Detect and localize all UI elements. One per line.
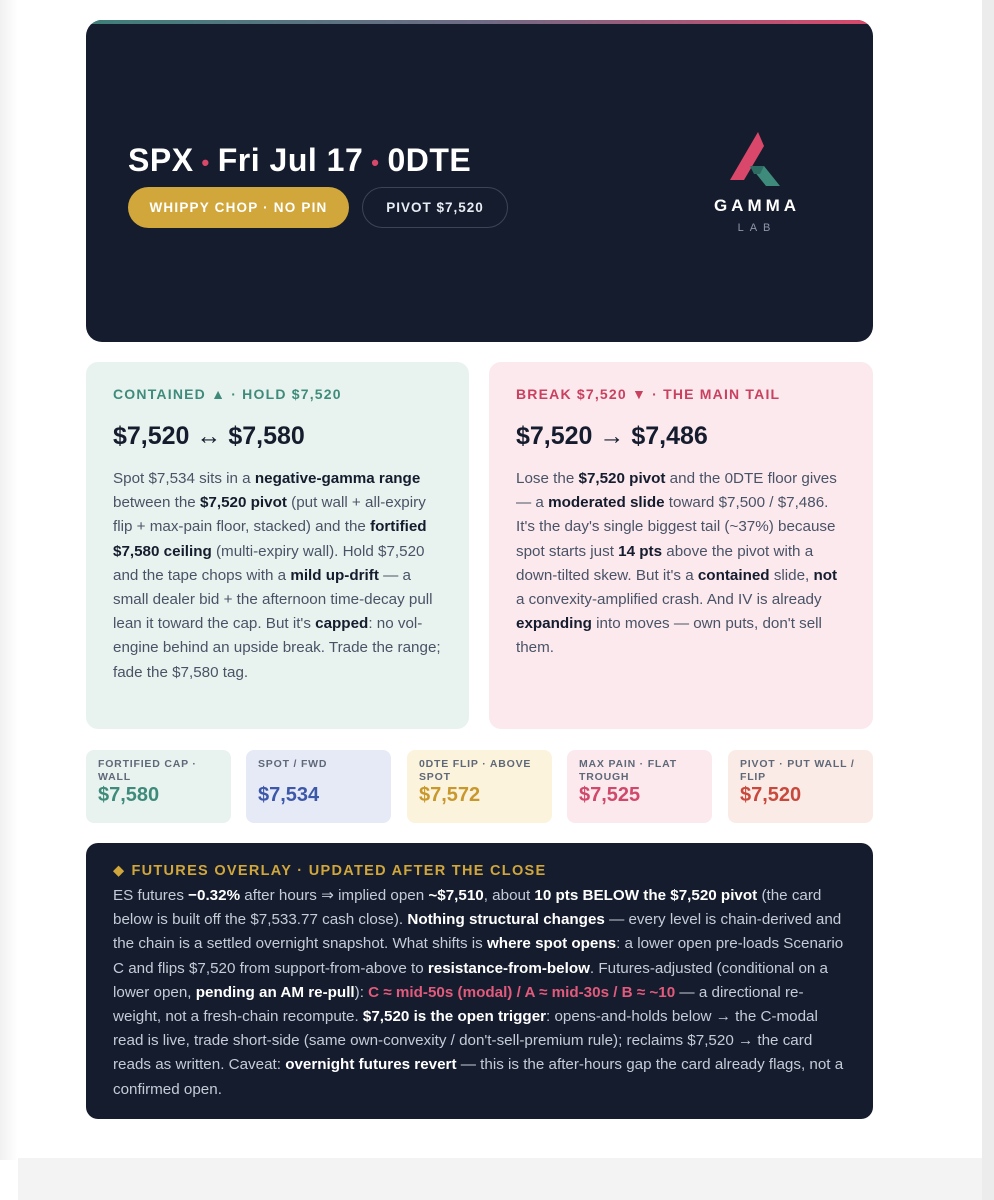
diamond-icon: ◆ [113, 863, 126, 879]
logo-subtitle: LAB [737, 222, 777, 234]
body-text: : a lower open pre-loads Scenario C and flips $7,520 from support-from-above to [113, 935, 844, 977]
body-text: (put wall + all-expiry flip + max-pain floor, stacked) and the [113, 494, 426, 536]
page-title [128, 142, 471, 179]
body-text: after hours ⇒ implied open [240, 887, 429, 904]
stat-tile-value: $7,580 [98, 784, 160, 806]
body-text: Spot $7,534 sits in a [113, 470, 255, 487]
body-text: — every level is chain-derived and the chain is a settled overnight snapshot. What shifts is [113, 911, 842, 953]
stat-tile-0dte-flip [407, 750, 552, 823]
scenario-label: CONTAINED ▲ · HOLD $7,520 [113, 386, 342, 402]
body-text: (multi-expiry wall). Hold $7,520 and the tape chops with a [113, 542, 425, 584]
emphasis-text: −0.32% [188, 887, 241, 904]
body-text: — a small dealer bid + the afternoon time-decay pull lean it toward the cap. But it's [113, 566, 433, 633]
regime-badge: WHIPPY CHOP · NO PIN [128, 187, 349, 228]
stat-tile-label: FORTIFIED CAP · WALL [98, 758, 197, 783]
page-margin-left [0, 0, 18, 1160]
stat-tile-label: PIVOT · PUT WALL / FLIP [740, 758, 855, 783]
emphasis-text: resistance-from-below [427, 959, 590, 977]
body-text: between the [113, 494, 200, 512]
scenario-range: $7,520 ↔ $7,580 [113, 422, 305, 450]
emphasis-text: 14 pts [618, 542, 663, 560]
body-text: . Futures-adjusted (conditional on a lower open, [113, 959, 828, 1001]
overlay-title-text: FUTURES OVERLAY · UPDATED AFTER THE CLOSE [131, 863, 547, 879]
stat-tile-spot [246, 750, 391, 823]
scenario-card-break [489, 362, 873, 729]
body-text: slide, [769, 566, 814, 584]
emphasis-text: ~$7,510 [428, 887, 484, 904]
page-scroll-gutter [982, 0, 994, 1200]
body-text: — a directional re-weight, not a fresh-chain recompute. [113, 983, 804, 1026]
header-card [86, 20, 873, 342]
emphasis-text: moderated slide [548, 494, 665, 512]
emphasis-text: $7,520 is the open trigger [362, 1008, 547, 1026]
scenario-range: $7,520 → $7,486 [516, 422, 708, 450]
title-ticker: SPX [128, 142, 194, 178]
body-text: a convexity-amplified crash. And IV is already [516, 591, 822, 609]
body-text: into moves — own puts, don't sell them. [516, 615, 822, 657]
title-separator-icon: • [201, 149, 210, 175]
emphasis-text: overnight futures revert [285, 1056, 457, 1074]
stat-tile-value: $7,572 [419, 784, 481, 806]
emphasis-text: 10 pts BELOW the $7,520 pivot [534, 887, 758, 904]
emphasis-text: contained [697, 566, 770, 584]
emphasis-text: capped [315, 615, 369, 633]
emphasis-text: mild up-drift [290, 566, 379, 584]
highlight-text: C ≈ mid-50s (modal) / A ≈ mid-30s / B ≈ ~10 [368, 983, 676, 1001]
body-text: : opens-and-holds below → the C-modal read is live, trade short-side (same own-convexity / don't-sell-premium rule); reclaims $7,520 → the card reads as written. Caveat: [113, 1008, 818, 1074]
body-text: and the 0DTE floor gives — a [516, 470, 837, 512]
stat-tile-value: $7,534 [258, 784, 320, 806]
emphasis-text: expanding [516, 615, 592, 633]
title-expiry: 0DTE [387, 142, 472, 178]
scenario-description [113, 467, 442, 685]
emphasis-text: negative-gamma range [254, 470, 421, 487]
emphasis-text: Nothing structural changes [407, 911, 605, 929]
header-accent-line [86, 20, 873, 24]
title-separator-icon: • [371, 149, 380, 175]
scenario-label: BREAK $7,520 ▼ · THE MAIN TAIL [516, 386, 781, 402]
body-text: : no vol-engine behind an upside break. Trade the range; fade the $7,580 tag. [113, 615, 441, 681]
scenario-description [516, 467, 846, 661]
emphasis-text: pending an AM re-pull [195, 983, 355, 1001]
body-text: Lose the [516, 470, 579, 487]
body-text: (the card below is built off the $7,533.77 cash close). [113, 887, 822, 929]
stat-tile-label: 0DTE FLIP · ABOVE SPOT [419, 758, 532, 783]
pivot-badge: PIVOT $7,520 [362, 187, 508, 228]
stat-tile-label: SPOT / FWD [258, 758, 328, 770]
stat-tile-max-pain [567, 750, 712, 823]
emphasis-text: fortified $7,580 ceiling [113, 518, 427, 560]
stat-tile-fortified-cap [86, 750, 231, 823]
gamma-lab-logo-icon [726, 130, 786, 186]
emphasis-text: $7,520 pivot [199, 494, 287, 512]
scenario-card-contained [86, 362, 469, 729]
overlay-description [113, 884, 846, 1102]
logo-wordmark: GAMMA [713, 196, 801, 215]
overlay-title [113, 863, 846, 879]
emphasis-text: not [813, 566, 838, 584]
futures-overlay-card [86, 843, 873, 1119]
title-date: Fri Jul 17 [217, 142, 364, 178]
stat-tile-label: MAX PAIN · FLAT TROUGH [579, 758, 677, 783]
emphasis-text: where spot opens [486, 935, 617, 953]
emphasis-text: $7,520 pivot [578, 470, 666, 487]
page-margin-bottom [18, 1158, 982, 1200]
stat-tile-value: $7,520 [740, 784, 802, 806]
body-text: toward $7,500 / $7,486. It's the day's single biggest tail (~37%) because spot starts just [516, 494, 836, 560]
body-text: , about [483, 887, 535, 904]
body-text: — this is the after-hours gap the card already flags, not a confirmed open. [113, 1056, 844, 1098]
body-text: ): [354, 983, 369, 1001]
stat-tile-pivot [728, 750, 873, 823]
body-text: above the pivot with a down-tilted skew. But it's a [516, 542, 814, 584]
body-text: ES futures [113, 887, 189, 904]
stat-tile-value: $7,525 [579, 784, 641, 806]
